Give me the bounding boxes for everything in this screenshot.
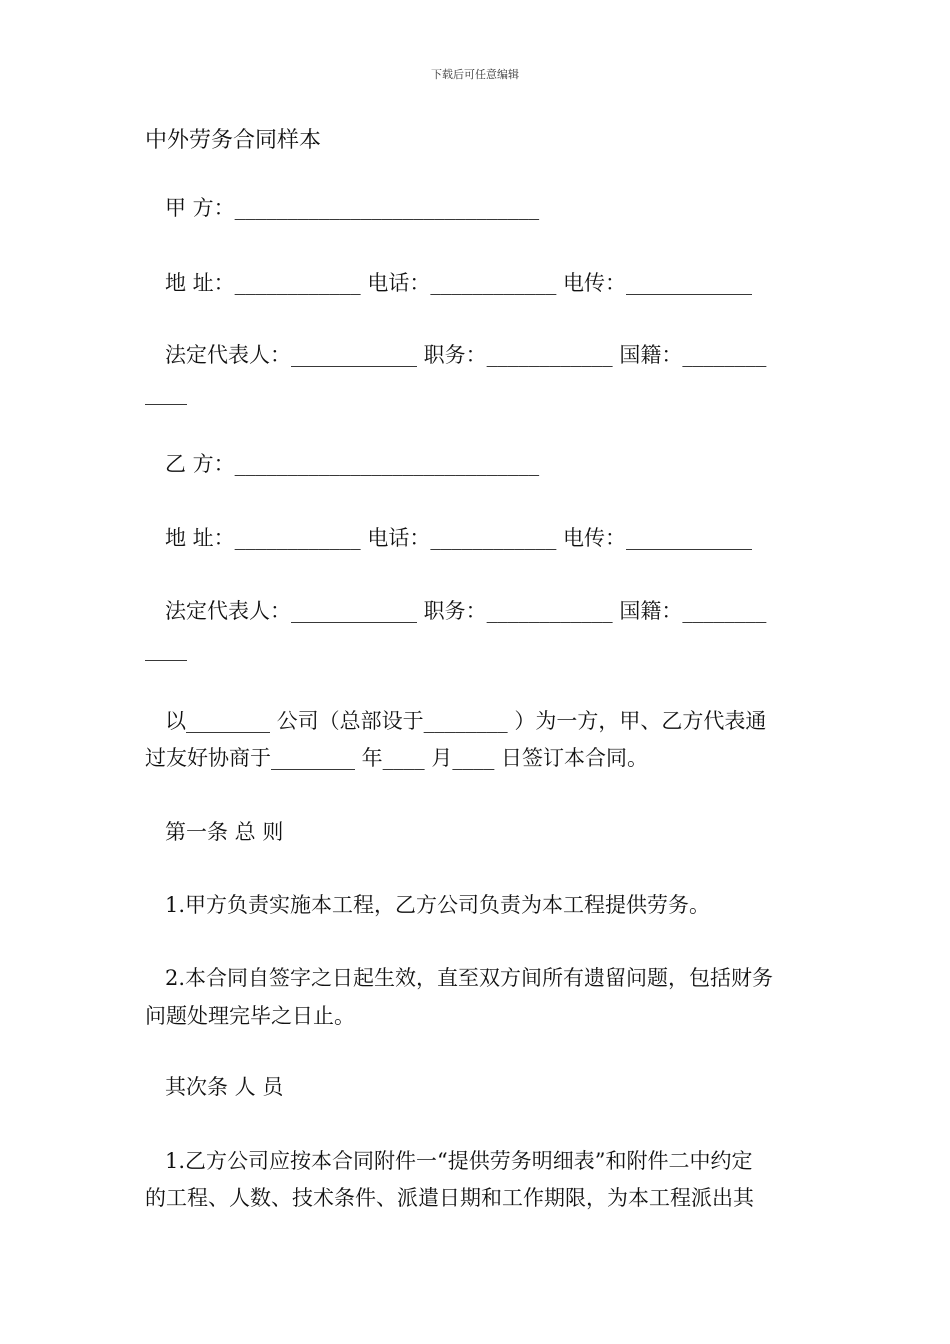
party-a-name-line: 甲 方：_____________________________: [165, 196, 540, 220]
article-1-heading: 第一条 总 则: [165, 820, 284, 844]
party-a-rep-line: 法定代表人：____________ 职务：____________ 国籍：________: [165, 343, 767, 367]
article-2-clause-1-line-1: 1.乙方公司应按本合同附件一“提供劳务明细表”和附件二中约定: [165, 1149, 753, 1173]
page-header: 下载后可任意编辑: [431, 68, 519, 81]
article-1-clause-1: 1.甲方负责实施本工程，乙方公司负责为本工程提供劳务。: [165, 893, 711, 917]
article-1-clause-2-line-2: 问题处理完毕之日止。: [145, 1004, 355, 1028]
party-a-rep-line-tail: ____: [145, 381, 187, 405]
party-b-rep-line: 法定代表人：____________ 职务：____________ 国籍：________: [165, 599, 767, 623]
article-2-clause-1-line-2: 的工程、人数、技术条件、派遣日期和工作期限，为本工程派出其: [145, 1186, 754, 1210]
document-title: 中外劳务合同样本: [145, 128, 322, 153]
article-1-clause-2-line-1: 2.本合同自签字之日起生效，直至双方间所有遗留问题，包括财务: [165, 966, 774, 990]
article-2-heading: 其次条 人 员: [165, 1075, 284, 1099]
party-b-rep-line-tail: ____: [145, 637, 187, 661]
party-a-contact-line: 地 址：____________ 电话：____________ 电传：____________: [165, 271, 753, 295]
intro-line-2: 过友好协商于________ 年____ 月____ 日签订本合同。: [145, 746, 649, 770]
party-b-name-line: 乙 方：_____________________________: [165, 452, 540, 476]
party-b-contact-line: 地 址：____________ 电话：____________ 电传：____________: [165, 526, 753, 550]
intro-line-1: 以________ 公司（总部设于________ ）为一方，甲、乙方代表通: [165, 709, 767, 733]
